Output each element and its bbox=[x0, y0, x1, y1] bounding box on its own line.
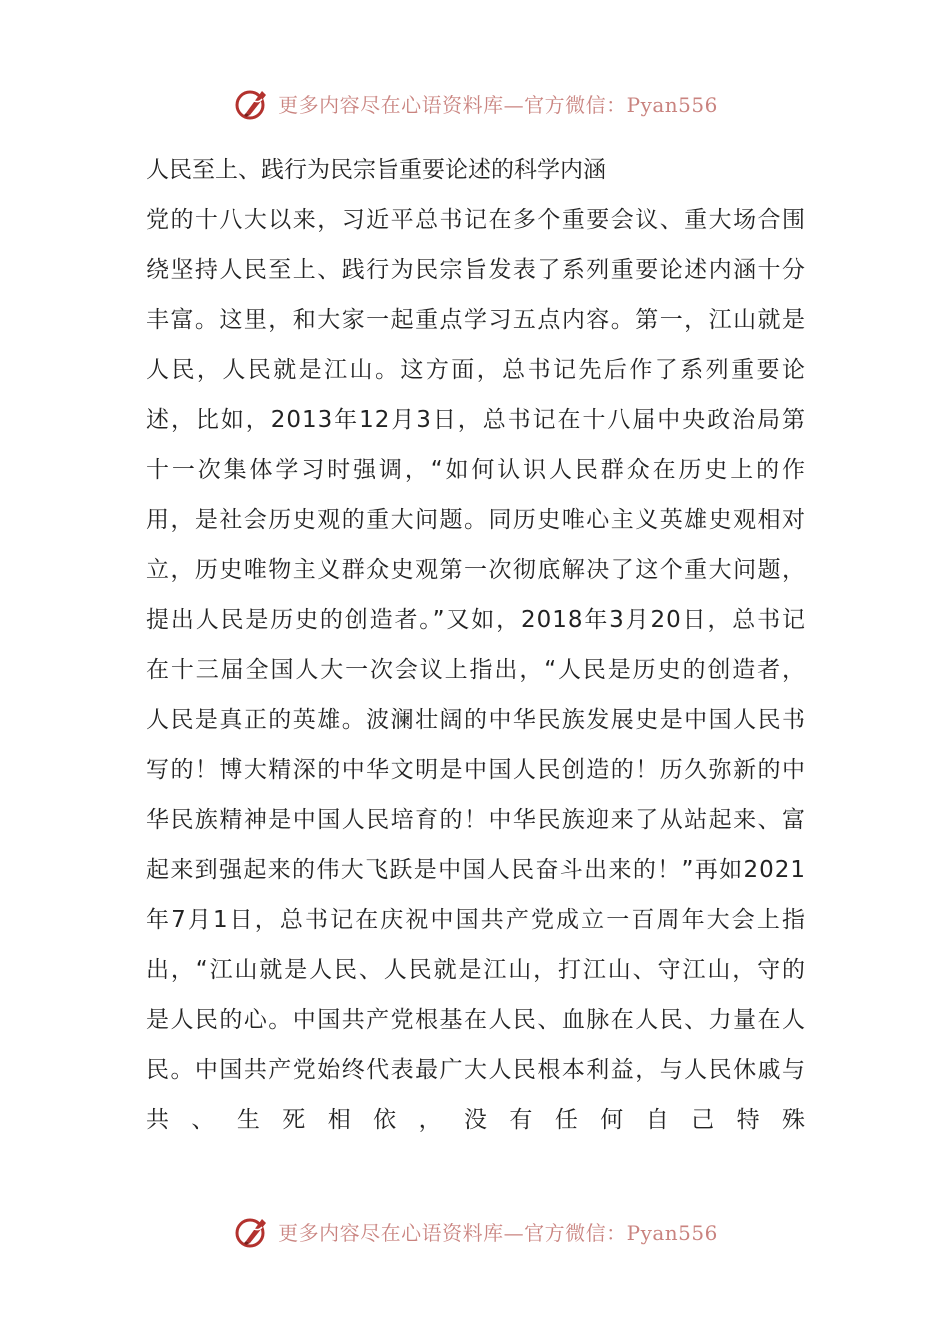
document-title: 人民至上、践行为民宗旨重要论述的科学内涵 bbox=[146, 157, 606, 183]
footer-banner bbox=[0, 1206, 950, 1256]
header-banner-text: 更多内容尽在心语资料库—官方微信：Pyan556 bbox=[278, 92, 718, 117]
pen-logo-icon bbox=[232, 1211, 272, 1251]
footer-banner-text: 更多内容尽在心语资料库—官方微信：Pyan556 bbox=[278, 1220, 718, 1245]
document-body: 党的十八大以来，习近平总书记在多个重要会议、重大场合围绕坚持人民至上、践行为民宗旨发表了系列重要论述内涵十分丰富。这里，和大家一起重点学习五点内容。第一，江山就是人民，人民就是江山。这方面，总书记先后作了系列重要论述，比如，2013年12月3日，总书记在十八届中央政治局第十一次集体学习时强调，“如何认识人民群众在历史上的作用，是社会历史观的重大问题。同历史唯心主义英雄史观相对立，历史唯物主义群众史观第一次彻底解决了这个重大问题，提出人民是历史的创造者。”又如，2018年3月20日，总书记在十三届全国人大一次会议上指出，“人民是历史的创造者，人民是真正的英雄。波澜壮阔的中华民族发展史是中国人民书写的！博大精深的中华文明是中国人民创造的！历久弥新的中华民族精神是中国人民培育的！中华民族迎来了从站起来、富起来到强起来的伟大飞跃是中国人民奋斗出来的！”再如2021年7月1日，总书记在庆祝中国共产党成立一百周年大会上指出，“江山就是人民、人民就是江山，打江山、守江山，守的是人民的心。中国共产党根基在人民、血脉在人民、力量在人民。中国共产党始终代表最广大人民根本利益，与人民休戚与共、生死相依，没有任何自己特殊 bbox=[146, 207, 806, 1133]
header-banner bbox=[0, 78, 950, 128]
document-content bbox=[146, 145, 806, 1145]
pen-logo-icon bbox=[232, 83, 272, 123]
